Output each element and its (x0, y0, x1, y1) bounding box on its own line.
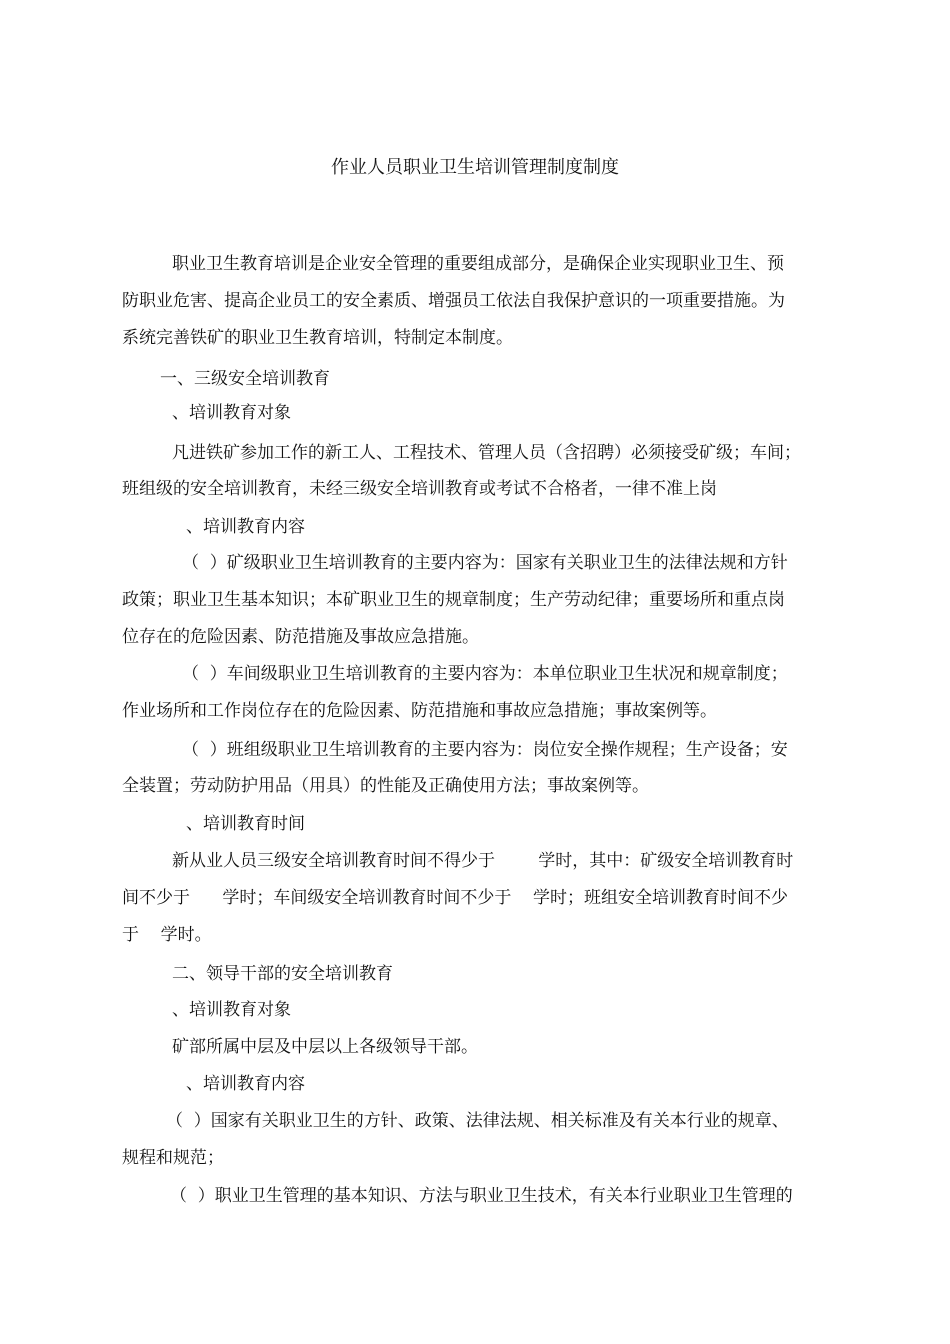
paragraph-line: （ ）班组级职业卫生培训教育的主要内容为：岗位安全操作规程；生产设备；安 (182, 740, 788, 760)
paragraph-line: （ ）国家有关职业卫生的方针、政策、法律法规、相关标准及有关本行业的规章、 (166, 1111, 789, 1131)
paragraph-line: 作业场所和工作岗位存在的危险因素、防范措施和事故应急措施；事故案例等。 (122, 701, 717, 721)
subsection-heading: 、培训教育对象 (172, 1000, 291, 1020)
subsection-heading: 、培训教育时间 (186, 814, 305, 834)
subsection-heading: 、培训教育内容 (186, 517, 305, 537)
paragraph-line: 新从业人员三级安全培训教育时间不得少于 学时，其中：矿级安全培训教育时 (172, 851, 794, 871)
paragraph-line: 全装置；劳动防护用品（用具）的性能及正确使用方法；事故案例等。 (122, 776, 649, 796)
paragraph-line: （ ）职业卫生管理的基本知识、方法与职业卫生技术，有关本行业职业卫生管理的 (170, 1186, 793, 1206)
paragraph-line: 位存在的危险因素、防范措施及事故应急措施。 (122, 627, 479, 647)
section-heading: 一、三级安全培训教育 (160, 369, 330, 389)
paragraph-line: 凡进铁矿参加工作的新工人、工程技术、管理人员（含招聘）必须接受矿级；车间； (172, 443, 801, 463)
paragraph-line: 间不少于 学时；车间级安全培训教育时间不少于 学时；班组安全培训教育时间不少 (122, 888, 789, 908)
paragraph-line: 于 学时。 (122, 925, 212, 945)
section-heading: 二、领导干部的安全培训教育 (172, 964, 393, 984)
subsection-heading: 、培训教育内容 (186, 1074, 305, 1094)
paragraph-line: 职业卫生教育培训是企业安全管理的重要组成部分，是确保企业实现职业卫生、预 (172, 254, 784, 274)
paragraph-line: 政策；职业卫生基本知识；本矿职业卫生的规章制度；生产劳动纪律；重要场所和重点岗 (122, 590, 785, 610)
paragraph-line: 矿部所属中层及中层以上各级领导干部。 (172, 1037, 478, 1057)
subsection-heading: 、培训教育对象 (172, 403, 291, 423)
document-title: 作业人员职业卫生培训管理制度制度 (331, 157, 619, 178)
paragraph-line: （ ）矿级职业卫生培训教育的主要内容为：国家有关职业卫生的法律法规和方针 (182, 553, 788, 573)
paragraph-line: 规程和规范； (122, 1148, 224, 1168)
paragraph-line: 系统完善铁矿的职业卫生教育培训，特制定本制度。 (122, 328, 513, 348)
paragraph-line: 班组级的安全培训教育，未经三级安全培训教育或考试不合格者，一律不准上岗 (122, 479, 717, 499)
paragraph-line: （ ）车间级职业卫生培训教育的主要内容为：本单位职业卫生状况和规章制度； (182, 664, 788, 684)
paragraph-line: 防职业危害、提高企业员工的安全素质、增强员工依法自我保护意识的一项重要措施。为 (122, 291, 785, 311)
